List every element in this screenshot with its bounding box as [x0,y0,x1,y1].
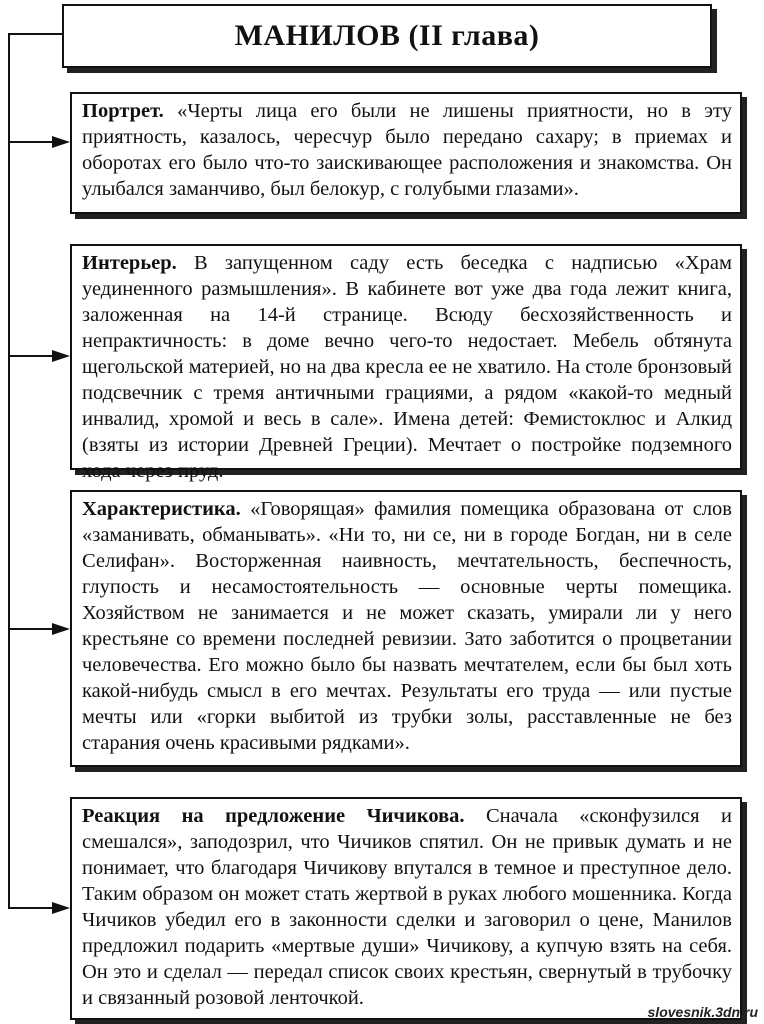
section-portrait-heading: Портрет. [82,100,164,122]
section-interior-text: В запущенном саду есть беседка с надписью «Храм уединенного размышления». В кабинете вот уже два года лежит книга, заложенная на 14-й странице. Всюду бесхозяйственность и непрактичность: в доме вечно чего-то недостает. Мебель обтянута щегольской материей, но на два кресла ее не хватило. На столе бронзовый подсвечник с тремя античными грациями, а рядом «какой-то медный инвалид, хромой и весь в сале». Имена детей: Фемистоклюс и Алкид (взяты из истории Древней Греции). Мечтает о постройке подземного хода через пруд. [82,252,732,482]
arrow-right-icon [8,901,70,915]
section-characteristic-heading: Характеристика. [82,498,241,520]
connector-horizontal [8,33,62,35]
page-title: МАНИЛОВ (II глава) [234,19,540,52]
section-interior [70,244,742,482]
section-reaction-text: Сначала «сконфузился и смешался», заподозрил, что Чичиков спятил. Он не привык думать и не понимает, что благодаря Чичикову впутался в темное и преступное дело. Таким образом он может стать жертвой в руках любого мошенника. Когда Чичиков убедил его в законности сделки и заговорил о цене, Манилов предложил подарить «мертвые души» Чичикову, а купчую взять на себя. Он это и сделал — передал список своих крестьян, свернутый в трубочку и связанный розовой ленточкой. [82,805,732,1009]
arrow-right-icon [8,622,70,636]
section-characteristic [70,490,742,767]
section-interior-heading: Интерьер. [82,252,177,274]
section-portrait [70,92,742,214]
section-reaction [70,797,742,1020]
watermark: slovesnik.3dn.ru [647,1004,758,1020]
section-characteristic-text: «Говорящая» фамилия помещика образована от слов «заманивать, обманывать». «Ни то, ни се, ни в городе Богдан, ни в селе Селифан». Восторженная наивность, мечтательность, беспечность, глупость и несамостоятельность — основные черты помещика. Хозяйством не занимается и не может сказать, умирали ли у него крестьяне со времени последней ревизии. Зато заботится о процветании человечества. Его можно было бы назвать мечтателем, если бы был хоть какой-нибудь смысл в его мечтах. Результаты его труда — или пустые мечты или «горки выбитой из трубки золы, расставленные не без старания очень красивыми рядками». [82,498,732,754]
arrow-right-icon [8,349,70,363]
section-reaction-heading: Реакция на предложение Чичикова. [82,805,465,827]
arrow-right-icon [8,135,70,149]
section-portrait-text: «Черты лица его были не лишены приятности, но в эту приятность, казалось, чересчур было передано сахару; в приемах и оборотах его было что-то заискивающее расположения и знакомства. Он улыбался заманчиво, был белокур, с голубыми глазами». [82,100,732,200]
connector-vertical [8,33,10,909]
title-box [62,4,712,68]
